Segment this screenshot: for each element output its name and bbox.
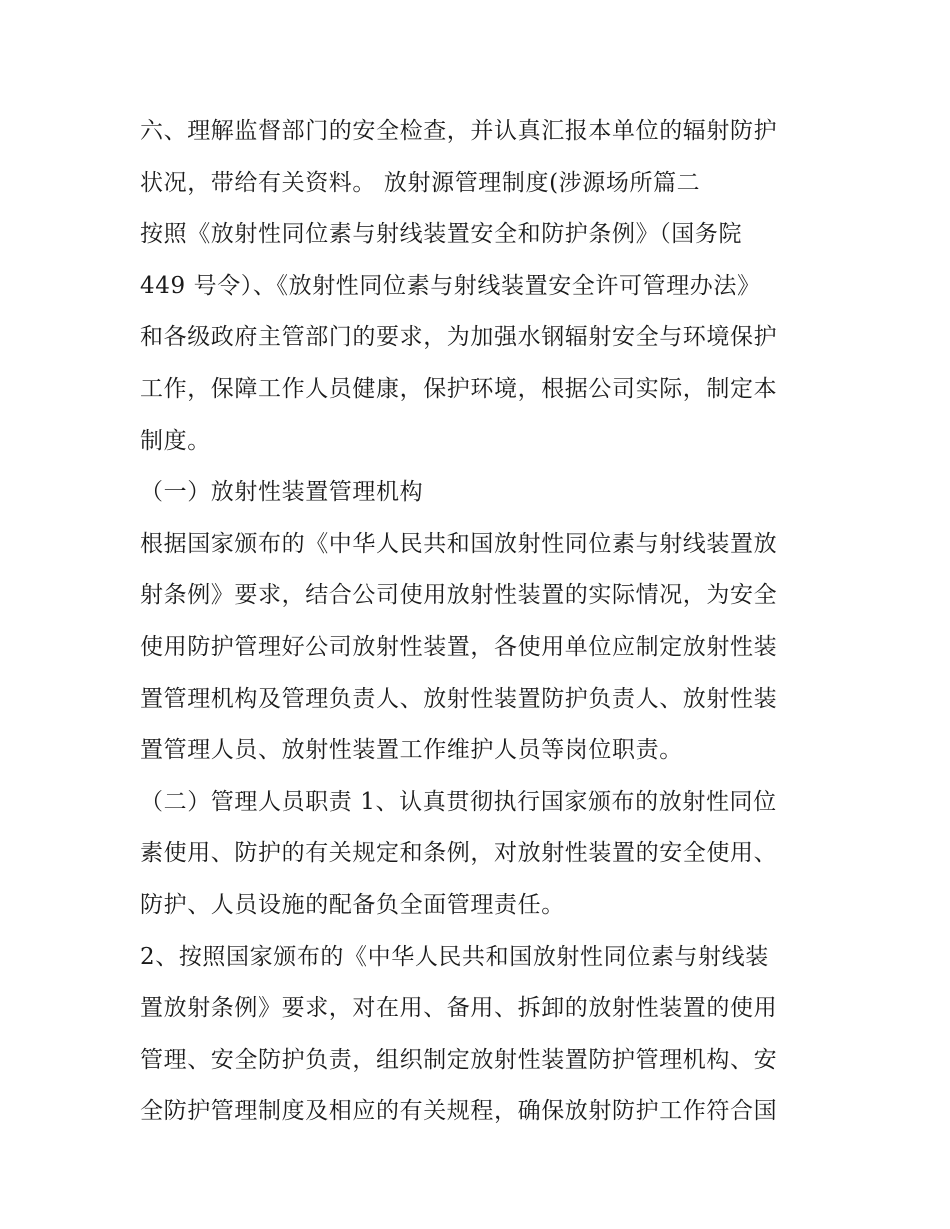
- text-line: 使用防护管理好公司放射性装置，各使用单位应制定放射性装: [140, 633, 778, 660]
- text-line: 置管理人员、放射性装置工作维护人员等岗位职责。: [140, 737, 683, 764]
- section-heading: （一）放射性装置管理机构: [140, 479, 424, 506]
- text-line: 449 号令）、《放射性同位素与射线装置安全许可管理办法》: [140, 272, 761, 299]
- section-heading: （二）管理人员职责 1、认真贯彻执行国家颁布的放射性同位: [140, 788, 777, 815]
- text-line: 置管理机构及管理负责人、放射性装置防护负责人、放射性装: [140, 685, 778, 712]
- text-line: 和各级政府主管部门的要求，为加强水钢辐射安全与环境保护: [140, 324, 778, 351]
- text-line: 素使用、防护的有关规定和条例，对放射性装置的安全使用、: [140, 840, 778, 867]
- document-page: [140, 106, 812, 1138]
- text-line: 防护、人员设施的配备负全面管理责任。: [140, 891, 565, 918]
- text-line: 状况，带给有关资料。 放射源管理制度(涉源场所篇二: [140, 169, 701, 196]
- text-line: 全防护管理制度及相应的有关规程，确保放射防护工作符合国: [140, 1098, 778, 1125]
- text-line: 置放射条例》要求，对在用、备用、拆卸的放射性装置的使用: [140, 995, 778, 1022]
- text-line: 射条例》要求，结合公司使用放射性装置的实际情况，为安全: [140, 582, 778, 609]
- text-line: 六、理解监督部门的安全检查，并认真汇报本单位的辐射防护: [140, 118, 778, 144]
- text-line: 根据国家颁布的《中华人民共和国放射性同位素与射线装置放: [140, 530, 778, 557]
- text-line: 工作，保障工作人员健康，保护环境，根据公司实际，制定本: [140, 375, 778, 402]
- text-line: 管理、安全防护负责，组织制定放射性装置防护管理机构、安: [140, 1046, 778, 1073]
- text-line: 按照《放射性同位素与射线装置安全和防护条例》（国务院: [140, 221, 743, 248]
- text-line: 2、按照国家颁布的《中华人民共和国放射性同位素与射线装: [140, 943, 769, 970]
- text-line: 制度。: [140, 427, 211, 454]
